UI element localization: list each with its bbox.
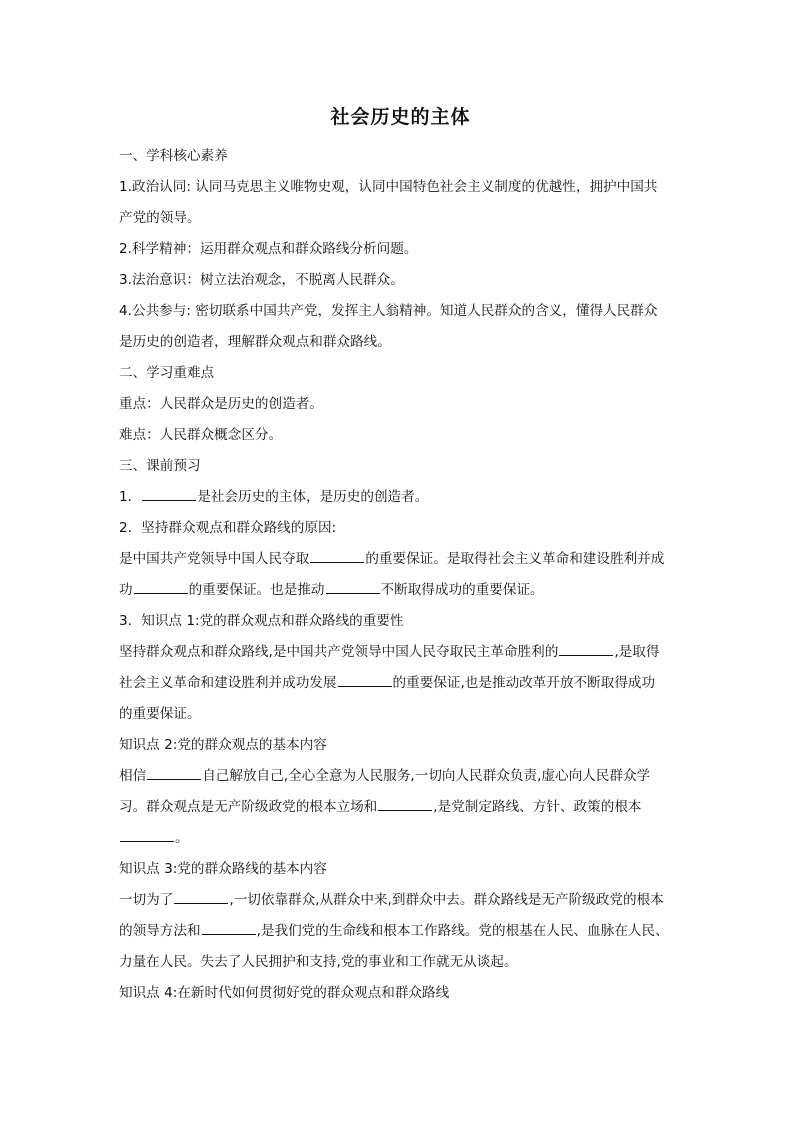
text-segment: 是中国共产党领导中国人民夺取 [119,551,310,567]
paragraph-line: 知识点 2:党的群众观点的基本内容 [119,737,327,753]
paragraph-line: 重点：人民群众是历史的创造者。 [119,396,323,412]
paragraph-line: 2．坚持群众观点和群众路线的原因: [119,520,337,536]
answer-blank[interactable] [559,654,613,656]
answer-blank[interactable] [134,592,188,594]
document-title: 社会历史的主体 [330,106,471,128]
text-segment: 自己解放自己,全心全意为人民服务,一切向人民群众负责,虚心向人民群众学 [202,768,651,784]
paragraph-line: 的重要保证。 [119,706,201,722]
text-segment: 社会主义革命和建设胜利并成功发展 [119,675,337,691]
section-heading: 三、课前预习 [119,458,201,474]
text-segment: ,是取得 [614,644,660,660]
text-segment: ,一切依靠群众,从群众中来,到群众中去。群众路线是无产阶级政党的根本 [229,892,664,908]
fill-in-line [119,544,682,575]
fill-in-line [119,792,682,823]
text-segment: 的重要保证,也是推动改革开放不断取得成功 [392,675,656,691]
text-segment: ,是我们党的生命线和根本工作路线。党的根基在人民、血脉在人民、 [256,923,669,939]
text-segment: ,是党制定路线、方针、政策的根本 [433,799,642,815]
section-heading: 一、学科核心素养 [119,148,228,164]
fill-in-line [119,575,682,606]
answer-blank[interactable] [378,809,432,811]
text-segment: 的领导方法和 [119,923,201,939]
answer-blank[interactable] [142,499,196,501]
fill-in-line [119,668,682,699]
text-segment: 功 [119,582,133,598]
fill-in-line [119,823,682,854]
paragraph-line: 是历史的创造者，理解群众观点和群众路线。 [119,334,391,350]
paragraph-line: 力量在人民。失去了人民拥护和支持,党的事业和工作就无从谈起。 [119,954,518,970]
paragraph-line: 3．知识点 1:党的群众观点和群众路线的重要性 [119,613,404,629]
paragraph-line: 知识点 3:党的群众路线的基本内容 [119,861,327,877]
paragraph-line: 知识点 4:在新时代如何贯彻好党的群众观点和群众路线 [119,985,450,1001]
answer-blank[interactable] [338,685,392,687]
text-segment: 不断取得成功的重要保证。 [380,582,544,598]
answer-blank[interactable] [174,902,228,904]
text-segment: 的重要保证。是取得社会主义革命和建设胜利并成 [365,551,665,567]
fill-in-line [119,885,682,916]
text-segment: 一切为了 [119,892,174,908]
paragraph-line: 4.公共参与: 密切联系中国共产党，发挥主人翁精神。知道人民群众的含义，懂得人民群众 [119,303,658,319]
paragraph-line: 产党的领导。 [119,210,201,226]
fill-in-line [119,916,682,947]
answer-blank[interactable] [147,778,201,780]
text-segment: 习。群众观点是无产阶级政党的根本立场和 [119,799,378,815]
answer-blank[interactable] [120,840,174,842]
paragraph-line: 1.政治认同: 认同马克思主义唯物史观，认同中国特色社会主义制度的优越性，拥护中国共 [119,179,658,195]
answer-blank[interactable] [202,933,256,935]
fill-in-line [119,637,682,668]
paragraph-line: 3.法治意识：树立法治观念，不脱离人民群众。 [119,272,404,288]
text-segment: 。 [175,830,189,846]
text-segment: 1． [119,489,142,505]
fill-in-line [119,482,682,513]
paragraph-line: 难点：人民群众概念区分。 [119,427,283,443]
text-segment: 是社会历史的主体，是历史的创造者。 [197,489,429,505]
section-heading: 二、学习重难点 [119,365,215,381]
text-segment: 坚持群众观点和群众路线,是中国共产党领导中国人民夺取民主革命胜利的 [119,644,559,660]
text-segment: 的重要保证。也是推动 [188,582,325,598]
paragraph-line: 2.科学精神：运用群众观点和群众路线分析问题。 [119,241,418,257]
answer-blank[interactable] [310,561,364,563]
answer-blank[interactable] [326,592,380,594]
fill-in-line [119,761,682,792]
text-segment: 相信 [119,768,147,784]
